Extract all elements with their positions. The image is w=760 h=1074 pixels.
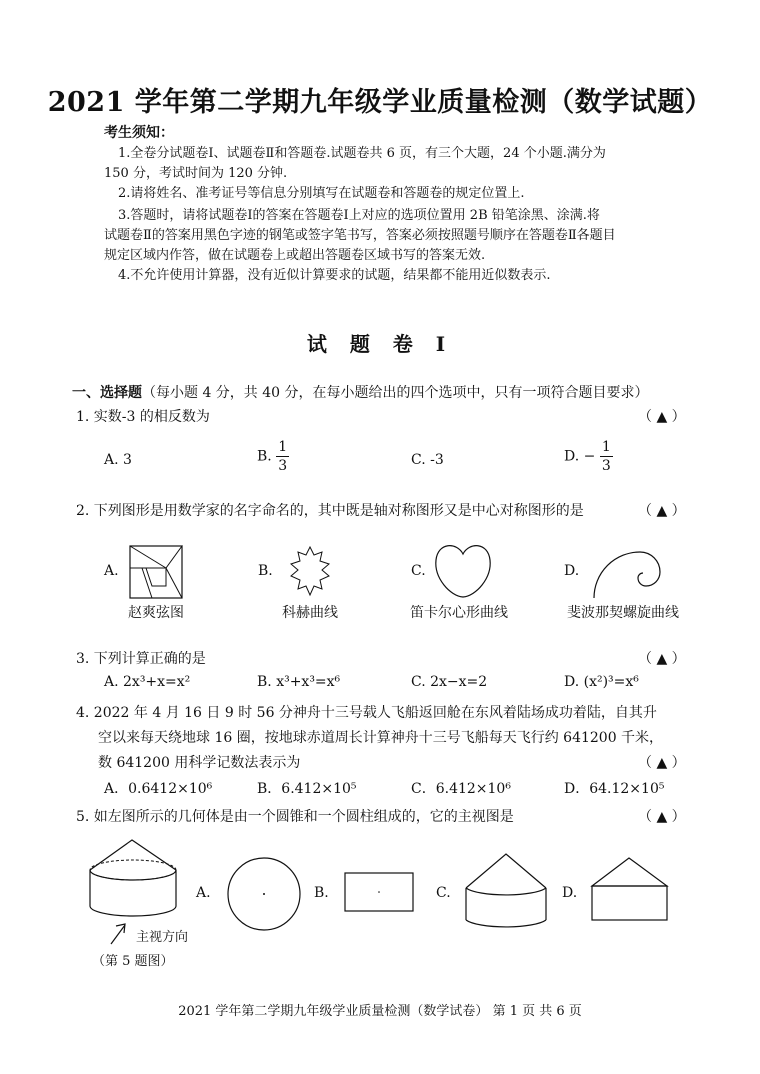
q1-option-a: A. 3 [104,452,132,468]
notice-line-7: 4.不允许使用计算器，没有近似计算要求的试题，结果都不能用近似数表示. [118,268,551,283]
numerator: 1 [601,439,611,455]
q1-option-b-label: B. [257,448,272,465]
view-direction-arrow [108,920,130,946]
circle-view [226,856,302,932]
triangle-rectangle-view [590,856,670,922]
q4-option-a: A．0.6412×10⁶ [104,781,213,797]
q2-option-d-label: D. [564,563,580,579]
q4-option-d: D．64.12×10⁵ [564,781,665,797]
notice-line-6: 规定区域内作答，做在试题卷上或超出答题卷区域书写的答案无效. [104,248,486,263]
koch-snowflake [282,544,338,600]
cardioid-curve [432,540,494,600]
q1-option-b [257,438,289,475]
q2-caption-c: 笛卡尔心形曲线 [410,605,508,621]
q5-answer-mark: （ ▲ ） [638,809,686,825]
q5-figure-caption: （第 5 题图） [92,954,174,969]
q2-stem: 2. 下列图形是用数学家的名字命名的，其中既是轴对称图形又是中心对称图形的是 [76,503,584,519]
section-title: 试 题 卷 Ⅰ [306,332,454,356]
q3-option-a: A. 2x³+x=x² [104,674,191,690]
q5-option-c-label: C. [436,885,451,901]
q1-stem: 1. 实数-3 的相反数为 [76,409,210,425]
q2-caption-b: 科赫曲线 [282,605,338,621]
q4-line-1: 4. 2022 年 4 月 16 日 9 时 56 分神舟十三号载人飞船返回舱在东风着陆场成功着陆，自其升 [76,705,657,721]
cone-cylinder-solid [84,838,184,920]
q2-option-c-label: C. [411,563,426,579]
q5-option-a-label: A. [196,885,211,901]
denominator: 3 [278,458,288,474]
view-direction-label: 主视方向 [136,930,189,945]
q4-option-c: C．6.412×10⁶ [411,781,511,797]
q1-option-d [564,438,613,475]
q1-answer-mark: （ ▲ ） [638,409,686,425]
notice-line-5: 试题卷Ⅱ的答案用黑色字迹的钢笔或签字笔书写，答案必须按照题号顺序在答题卷Ⅱ各题目 [104,228,616,243]
q3-option-c: C. 2x−x=2 [411,674,488,690]
notice-line-4: 3.答题时，请将试题卷Ⅰ的答案在答题卷Ⅰ上对应的选项位置用 2B 铅笔涂黑、涂满.将 [118,208,600,223]
notice-heading: 考生须知： [104,125,174,141]
page-footer: 2021 学年第二学期九年级学业质量检测（数学试卷） 第 1 页 共 6 页 [178,1004,582,1019]
q4-line-2: 空以来每天绕地球 16 圈，按地球赤道周长计算神舟十三号飞船每天飞行约 641200 千米， [98,730,664,746]
section-label: 一、选择题 [72,385,142,401]
q5-stem: 5. 如左图所示的几何体是由一个圆锥和一个圆柱组成的，它的主视图是 [76,809,514,825]
q3-option-b: B. x³+x³=x⁶ [257,674,341,690]
q3-answer-mark: （ ▲ ） [638,651,686,667]
cone-cylinder-curved-view [464,850,548,930]
q2-caption-d: 斐波那契螺旋曲线 [567,605,679,621]
fraction [276,438,289,475]
notice-line-1: 1.全卷分试题卷Ⅰ、试题卷Ⅱ和答题卷.试题卷共 6 页，有三个大题，24 个小题.满分为 [118,146,606,161]
q3-option-d: D. (x²)³=x⁶ [564,674,639,690]
fraction [600,438,613,475]
zhao-shuang-diagram [128,544,184,600]
numerator: 1 [278,439,288,455]
q5-option-d-label: D. [562,885,578,901]
section-heading [72,382,649,402]
section-instruction: （每小题 4 分，共 40 分，在每小题给出的四个选项中，只有一项符合题目要求） [142,385,649,401]
q1-option-c: C. -3 [411,452,444,468]
notice-line-2: 150 分，考试时间为 120 分钟. [104,166,288,181]
q2-option-a-label: A. [104,563,119,579]
q4-line-3: 数 641200 用科学记数法表示为 [98,755,301,771]
q2-answer-mark: （ ▲ ） [638,503,686,519]
rectangle-view [344,872,414,912]
q1-option-d-label: D. − [564,448,596,465]
q5-option-b-label: B. [314,885,329,901]
exam-title: 2021 学年第二学期九年级学业质量检测（数学试题） [47,87,713,118]
fibonacci-spiral [590,544,670,600]
q2-option-b-label: B. [258,563,273,579]
denominator: 3 [601,458,611,474]
notice-line-3: 2.请将姓名、准考证号等信息分别填写在试题卷和答题卷的规定位置上. [118,186,525,201]
q4-option-b: B．6.412×10⁵ [257,781,357,797]
q4-answer-mark: （ ▲ ） [638,755,686,771]
q2-caption-a: 赵爽弦图 [128,605,184,621]
q3-stem: 3. 下列计算正确的是 [76,651,206,667]
